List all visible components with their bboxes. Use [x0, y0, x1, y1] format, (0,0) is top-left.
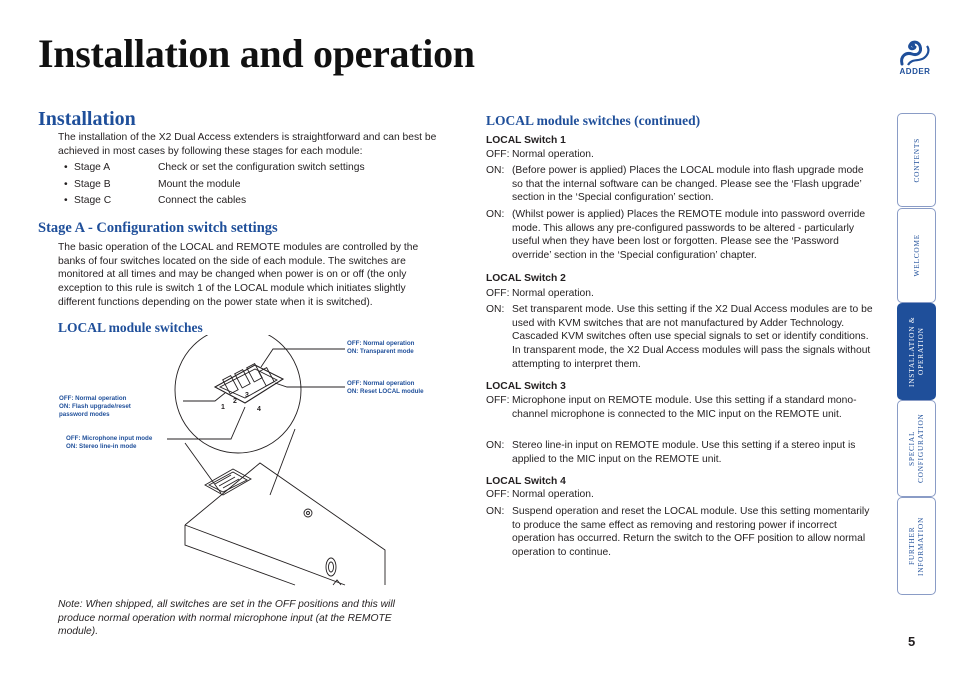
switch-1-on-whilst-power: ON: (Whilst power is applied) Places the REMOTE module into password override mode. This allows any pre-configured passwords to be altered - particularly useful when they have been lost or forgotten. Please see the ‘Password override’ section in the ‘Special configuration’ chapter.	[486, 209, 866, 262]
switch-3-on: ON: Stereo line-in input on REMOTE module. Use this setting if a stereo input is applied to the MIC input on the REMOTE unit.	[486, 440, 856, 465]
callout-switch-3: OFF: Microphone input mode ON: Stereo line-in mode	[66, 435, 153, 450]
logo-text: ADDER	[899, 67, 931, 76]
local-switches-heading: LOCAL module switches	[58, 320, 203, 335]
list-item: • Stage C Connect the cables	[64, 195, 247, 206]
switch-2-on: ON: Set transparent mode. Use this setting if the X2 Dual Access modules are to be used with KVM switches that are not manufactured by Adder Technology. Cascaded KVM switches often use special signals to set or identify conditions. In transparent mode, the X2 Dual Access modules will pass the signals without attempting to interpret them.	[486, 304, 873, 370]
page-title: Installation and operation	[38, 31, 475, 76]
stage-a-body: The basic operation of the LOCAL and REMOTE modules are controlled by the banks of four switches located on the side of each module. The switches are monitored at all times and may be changed when power is on or off (the only exception to this rule is switch 1 of the LOCAL module which initiates slightly different functions depending on the power state when it is switched).	[58, 242, 419, 308]
tab-welcome[interactable]: WELCOME	[897, 208, 936, 303]
installation-intro: The installation of the X2 Dual Access extenders is straightforward and can best be achieved in most cases by following these stages for each module:	[58, 132, 437, 157]
list-item: • Stage B Mount the module	[64, 178, 241, 190]
shipping-note: Note: When shipped, all switches are set in the OFF positions and this will produce normal operation with normal microphone input (at the REMOTE module).	[58, 599, 395, 637]
installation-heading: Installation	[38, 108, 136, 130]
stage-a-heading: Stage A - Configuration switch settings	[38, 220, 278, 236]
switch-2-off: OFF: Normal operation.	[486, 288, 594, 299]
tab-special-configuration[interactable]: SPECIAL CONFIGURATION	[897, 400, 936, 497]
switch-3-title: LOCAL Switch 3	[486, 381, 566, 392]
serpent-icon	[898, 38, 932, 68]
tab-installation-operation[interactable]: INSTALLATION & OPERATION	[897, 303, 936, 400]
continued-heading: LOCAL module switches (continued)	[486, 113, 701, 128]
switch-4-title: LOCAL Switch 4	[486, 476, 566, 487]
list-item: • Stage A Check or set the configuration switch settings	[64, 162, 365, 173]
switch-number: 2	[233, 398, 237, 405]
callout-switch-4: OFF: Normal operation ON: Reset LOCAL module	[347, 380, 424, 395]
switch-3-off: OFF: Microphone input on REMOTE module. Use this setting if a standard mono-channel microphone is connected to the MIC input on the REMOTE unit.	[486, 395, 857, 420]
switch-1-off: OFF: Normal operation.	[486, 149, 594, 160]
switch-number: 4	[257, 406, 261, 413]
switch-1-on-before-power: ON: (Before power is applied) Places the LOCAL module into flash upgrade mode so that the internal software can be changed. Please see the ‘Flash upgrade’ section in the ‘Special configuration’ section.	[486, 165, 864, 204]
switch-1-title: LOCAL Switch 1	[486, 135, 566, 146]
switch-diagram	[55, 335, 445, 590]
switch-4-off: OFF: Normal operation.	[486, 489, 594, 500]
page-number: 5	[908, 634, 916, 649]
tab-further-information[interactable]: FURTHER INFORMATION	[897, 497, 936, 595]
callout-switch-2: OFF: Normal operation ON: Transparent mode	[347, 340, 415, 355]
magnifier-circle	[175, 335, 301, 453]
adder-logo	[890, 38, 940, 76]
switch-number: 3	[245, 392, 249, 399]
switch-number: 1	[221, 404, 225, 411]
callout-switch-1: OFF: Normal operation ON: Flash upgrade/reset password modes	[59, 395, 131, 418]
switch-2-title: LOCAL Switch 2	[486, 273, 566, 284]
switch-4-on: ON: Suspend operation and reset the LOCAL module. Use this setting momentarily to produce the same effect as removing and restoring power if incorrect operation has occurred. Return the switch to the OFF position to allow normal operation to continue.	[486, 506, 870, 559]
stage-list	[64, 160, 365, 210]
tab-contents[interactable]: CONTENTS	[897, 113, 936, 207]
